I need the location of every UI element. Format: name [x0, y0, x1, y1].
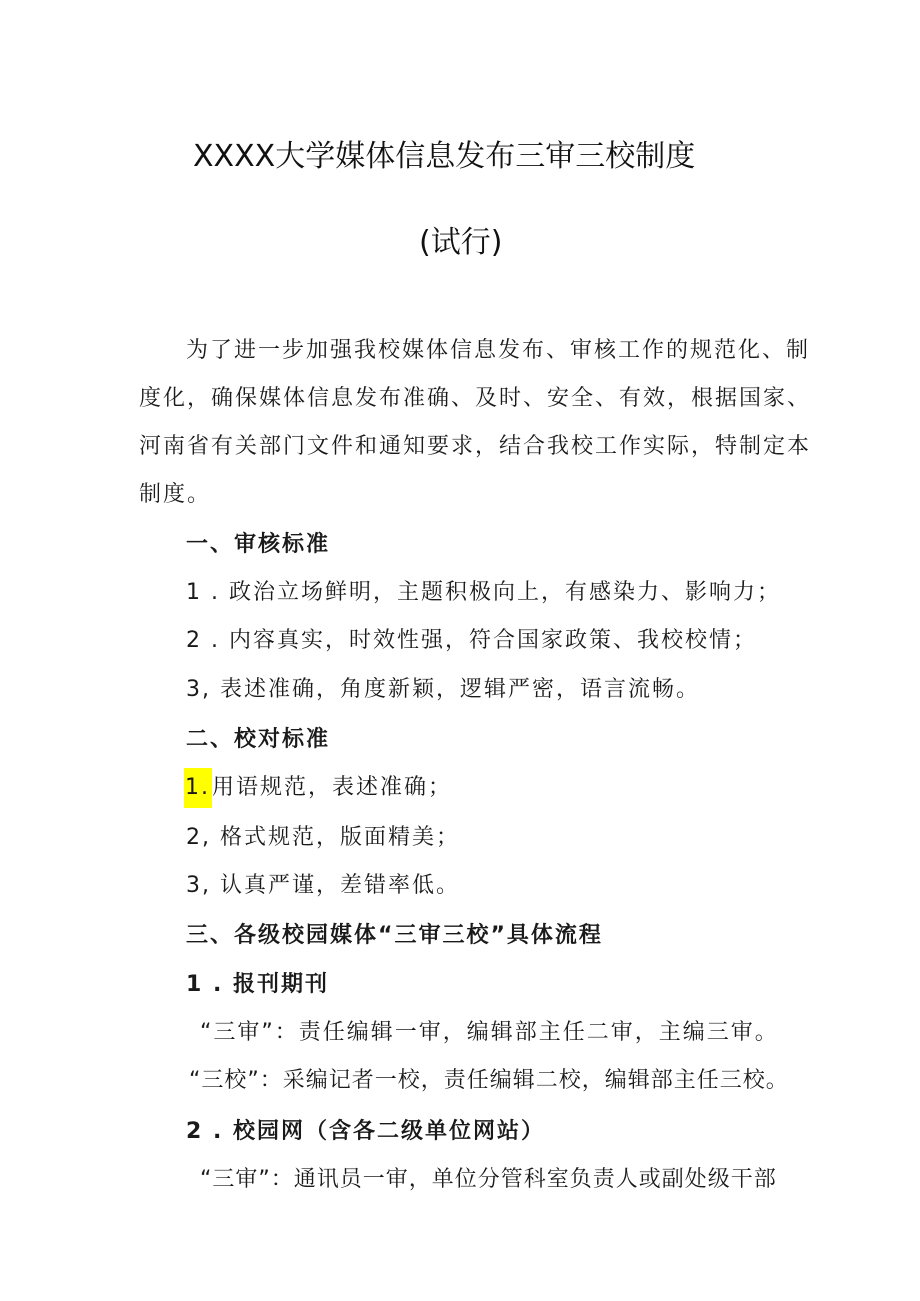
section2-item-1-text: 用语规范，表述准确； [212, 775, 453, 800]
section1-item-2: 2 . 内容真实，时效性强，符合国家政策、我校校情； [186, 628, 757, 653]
document-title: XXXX大学媒体信息发布三审三校制度 [193, 139, 696, 174]
document-subtitle: (试行) [419, 225, 503, 260]
section2-heading: 二、校对标准 [186, 727, 331, 752]
highlighted-number: 1. [184, 768, 212, 808]
intro-line-3: 河南省有关部门文件和通知要求，结合我校工作实际，特制定本 [139, 434, 812, 459]
section3-sub1-line-2: “三校”：采编记者一校，责任编辑二校，编辑部主任三校。 [189, 1068, 789, 1093]
section2-item-2: 2, 格式规范，版面精美； [186, 825, 460, 850]
section3-sub2-line-1: “三审”：通讯员一审，单位分管科室负责人或副处级干部 [200, 1167, 777, 1192]
section3-sub1-line-1: “三审”：责任编辑一审，编辑部主任二审，主编三审。 [200, 1020, 779, 1045]
intro-line-2: 度化，确保媒体信息发布准确、及时、安全、有效，根据国家、 [139, 386, 812, 411]
section3-sub2-heading: 2 . 校园网（含各二级单位网站） [186, 1119, 545, 1144]
section1-item-3: 3, 表述准确，角度新颖，逻辑严密，语言流畅。 [186, 677, 700, 702]
section3-heading: 三、各级校园媒体“三审三校”具体流程 [186, 923, 603, 948]
section2-item-1 [184, 773, 452, 808]
section1-item-1: 1 . 政治立场鲜明，主题积极向上，有感染力、影响力； [186, 580, 781, 605]
section1-heading: 一、审核标准 [186, 532, 331, 557]
intro-line-1: 为了进一步加强我校媒体信息发布、审核工作的规范化、制 [186, 338, 811, 363]
section3-sub1-heading: 1 . 报刊期刊 [186, 972, 329, 997]
intro-line-4: 制度。 [139, 482, 212, 507]
section2-item-3: 3, 认真严谨，差错率低。 [186, 873, 460, 898]
